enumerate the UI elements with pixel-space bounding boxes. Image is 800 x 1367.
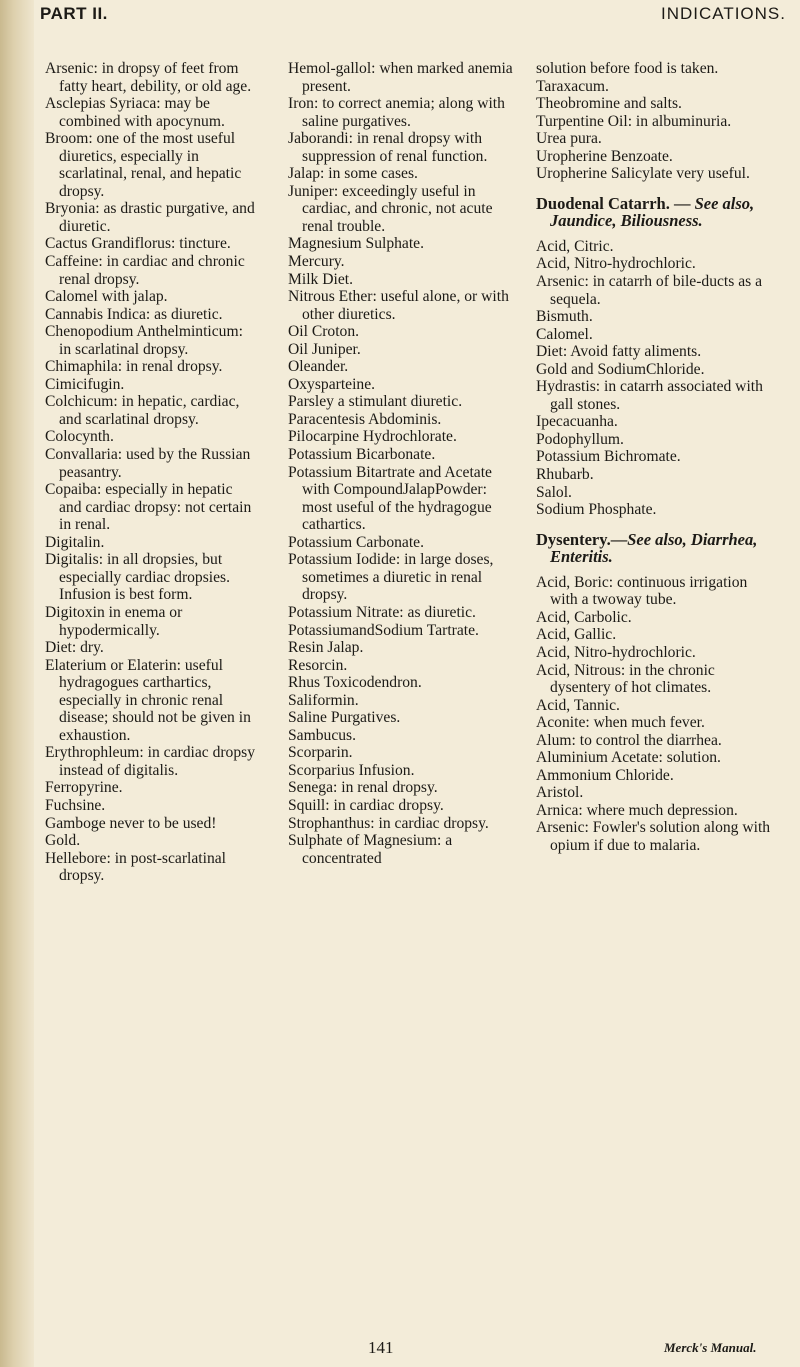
heading-title: Duodenal Catarrh. [536, 193, 670, 213]
index-entry: Jalap: in some cases. [288, 165, 418, 183]
index-entry: Digitalin. [45, 533, 105, 551]
index-entry: Strophanthus: in cardiac dropsy. [288, 814, 489, 832]
index-entry: Calomel. [536, 325, 593, 343]
index-entry: Uropherine Benzoate. [536, 147, 673, 165]
index-entry: Acid, Boric: continuous irrigation with a twoway tube. [536, 573, 748, 609]
index-entry: Squill: in cardiac dropsy. [288, 796, 444, 814]
index-entry: Ipecacuanha. [536, 413, 618, 431]
index-entry: Bismuth. [536, 308, 593, 326]
index-entry: Erythrophleum: in cardiac dropsy instead of digitalis. [45, 744, 256, 779]
publisher-footer: Merck's Manual. [664, 1340, 757, 1355]
index-entry: Jaborandi: in renal dropsy with suppression of renal function. [288, 130, 488, 165]
index-entry: Milk Diet. [288, 270, 353, 288]
index-entry: Theobromine and salts. [536, 95, 682, 113]
index-entry: Oil Croton. [288, 323, 360, 341]
index-entry: Elaterium or Elaterin: useful hydragogues carthartics, especially in chronic renal disease; should not be given in exhaustion. [45, 656, 251, 744]
index-entry: Potassium Bitartrate and Acetate with CompoundJalapPowder: most useful of the hydragogue cathartics. [288, 463, 492, 534]
index-entry: Digitoxin in enema or hypodermically. [45, 603, 183, 639]
index-entry: Arsenic: in catarrh of bile-ducts as a sequela. [536, 273, 763, 308]
index-entry: Turpentine Oil: in albuminuria. [536, 112, 732, 130]
index-entry: Sodium Phosphate. [536, 501, 657, 519]
index-entry: Potassium Nitrate: as diuretic. [288, 603, 476, 621]
index-entry: Gamboge never to be used! [45, 814, 217, 832]
index-entry: Mercury. [288, 253, 345, 271]
index-entry: Hemol-gallol: when marked anemia present. [288, 60, 513, 95]
index-entry: Iron: to correct anemia; along with saline purgatives. [288, 95, 505, 130]
section-heading-dysentery: Dysentery.—See also, Diarrhea, Enteritis. [536, 529, 758, 567]
index-entry: Ferropyrine. [45, 779, 123, 797]
index-entry: Convallaria: used by the Russian peasantry. [45, 446, 251, 481]
heading-see-also: See also, Diarrhea, Enteritis. [550, 529, 758, 567]
index-entry: Rhubarb. [536, 466, 594, 484]
index-entry: Acid, Citric. [536, 237, 614, 255]
running-head-section: INDICATIONS. [660, 4, 786, 23]
index-entry: Saline Purgatives. [288, 709, 401, 727]
index-entry: Sambucus. [288, 726, 357, 744]
page-number: 141 [368, 1338, 394, 1357]
index-entry: Cimicifugin. [45, 375, 125, 393]
index-entry: Hydrastis: in catarrh associated with gall stones. [536, 378, 763, 413]
index-entry: Bryonia: as drastic purgative, and diuretic. [45, 200, 255, 235]
index-entry: Chimaphila: in renal dropsy. [45, 358, 223, 376]
index-entry: Resin Jalap. [288, 639, 364, 657]
section-heading-duodenal-catarrh: Duodenal Catarrh. — See also, Jaundice, Biliousness. [536, 193, 755, 231]
index-entry: Calomel with jalap. [45, 288, 168, 306]
index-entry: Salol. [536, 483, 572, 501]
index-entry: Arsenic: Fowler's solution along with opium if due to malaria. [536, 819, 771, 854]
index-entry: Taraxacum. [536, 77, 609, 95]
index-entry: Colchicum: in hepatic, cardiac, and scarlatinal dropsy. [45, 393, 240, 428]
index-entry: Hellebore: in post-scarlatinal dropsy. [45, 849, 226, 885]
index-entry: Broom: one of the most useful diuretics, especially in scarlatinal, renal, and hepatic dropsy. [45, 130, 242, 200]
index-entry: Resorcin. [288, 656, 348, 674]
index-entry: Juniper: exceedingly useful in cardiac, and chronic, not acute renal trouble. [288, 182, 493, 235]
running-head-part: PART II. [40, 4, 108, 23]
index-entry: Diet: Avoid fatty aliments. [536, 343, 702, 361]
index-entry: Urea pura. [536, 130, 602, 148]
index-entry: Scorparin. [288, 744, 353, 762]
index-entry: Arnica: where much depression. [536, 801, 738, 819]
index-entry: Potassium Carbonate. [288, 533, 424, 551]
index-entry: Arsenic: in dropsy of feet from fatty heart, debility, or old age. [45, 60, 252, 95]
index-entry: Rhus Toxicodendron. [288, 674, 422, 692]
index-entry: Colocynth. [45, 428, 114, 446]
index-entry: Acid, Nitro-hydrochloric. [536, 255, 696, 273]
index-entry: Acid, Nitrous: in the chronic dysentery of hot climates. [536, 661, 715, 697]
index-entry: Oxysparteine. [288, 375, 376, 393]
index-entry: Saliformin. [288, 691, 359, 709]
index-entry: Chenopodium Anthelminticum: in scarlatinal dropsy. [45, 323, 243, 358]
index-entry: Aristol. [536, 784, 584, 802]
index-entry: Pilocarpine Hydrochlorate. [288, 428, 457, 446]
index-entry: Senega: in renal dropsy. [288, 779, 438, 797]
index-entry: Diet: dry. [45, 639, 104, 657]
index-entry: Alum: to control the diarrhea. [536, 731, 722, 749]
page-binding-edge [0, 0, 34, 1367]
index-entry: Potassium Bichromate. [536, 448, 681, 466]
heading-title: Dysentery. [536, 529, 611, 549]
heading-see-also: See also, Jaundice, Biliousness. [550, 193, 755, 231]
index-entry: Acid, Carbolic. [536, 608, 632, 626]
index-entry: PotassiumandSodium Tartrate. [288, 621, 479, 639]
index-entry: Magnesium Sulphate. [288, 235, 424, 253]
index-entry: Digitalis: in all dropsies, but especially cardiac dropsies. Infusion is best form. [45, 551, 231, 604]
index-entry: Scorparius Infusion. [288, 761, 415, 779]
column-2 [288, 60, 513, 867]
index-entry: Gold and SodiumChloride. [536, 360, 705, 378]
index-entry: Parsley a stimulant diuretic. [288, 393, 463, 411]
column-3 [536, 60, 776, 855]
column-1 [45, 60, 257, 885]
index-entry: Oleander. [288, 358, 349, 376]
index-entry: Potassium Bicarbonate. [288, 446, 436, 464]
index-entry: Sulphate of Magnesium: a concentrated [288, 832, 453, 867]
index-entry: Aconite: when much fever. [536, 714, 705, 732]
index-entry: Acid, Nitro-hydrochloric. [536, 643, 696, 661]
index-entry: Fuchsine. [45, 796, 106, 814]
index-entry: Potassium Iodide: in large doses, sometimes a diuretic in renal dropsy. [288, 551, 494, 604]
index-entry: Nitrous Ether: useful alone, or with other diuretics. [288, 288, 509, 323]
index-entry: Cactus Grandiflorus: tincture. [45, 235, 231, 253]
index-entry: Podophyllum. [536, 430, 624, 448]
index-entry: Paracentesis Abdominis. [288, 410, 442, 428]
index-entry: Cannabis Indica: as diuretic. [45, 305, 223, 323]
index-entry: Oil Juniper. [288, 340, 361, 358]
index-entry: Caffeine: in cardiac and chronic renal dropsy. [45, 253, 245, 288]
index-entry: Asclepias Syriaca: may be combined with apocynum. [45, 95, 225, 130]
index-entry: Gold. [45, 832, 81, 850]
index-entry: Acid, Gallic. [536, 626, 617, 644]
index-entry: Ammonium Chloride. [536, 766, 674, 784]
index-entry: Aluminium Acetate: solution. [536, 749, 721, 767]
index-entry: Copaiba: especially in hepatic and cardiac dropsy: not certain in renal. [45, 481, 252, 534]
index-entry: solution before food is taken. [536, 60, 719, 77]
index-entry: Acid, Tannic. [536, 696, 620, 714]
index-entry: Uropherine Salicylate very useful. [536, 165, 750, 183]
